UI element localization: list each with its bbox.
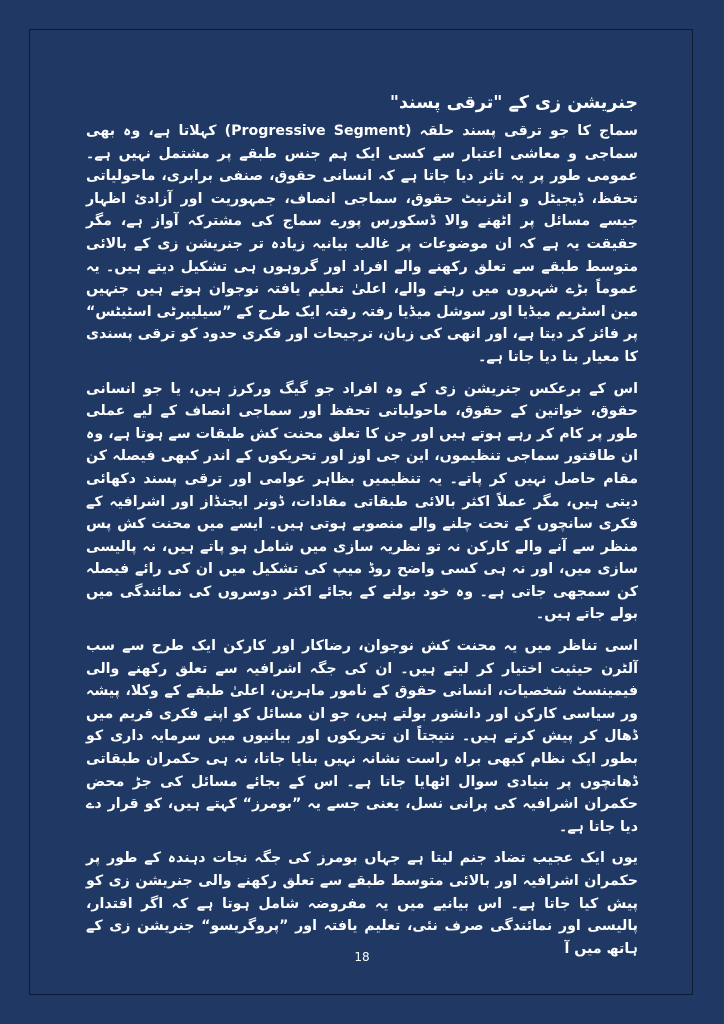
paragraph-2: اس کے برعکس جنریشن زی کے وہ افراد جو گیگ ورکرز ہیں، یا جو انسانی حقوق، خواتین کے حقوق، ماحولیاتی تحفظ اور سماجی انصاف کے لیے عملی طور پر کام کر رہے ہوتے ہیں اور جن کا تعلق محنت کش طبقات سے ہوتا ہے، وہ ان طاقتور سماجی تنظیموں، این جی اوز اور تحریکوں کے اندر کبھی فیصلہ کن مقام حاصل نہیں کر پاتے۔ یہ تنظیمیں بظاہر عوامی اور ترقی پسند دکھائی دیتی ہیں، مگر عملاً اکثر بالائی طبقاتی مفادات، ڈونر ایجنڈاز اور اشرافیہ کے فکری سانچوں کے تحت چلنے والے منصوبے ہوتی ہیں۔ ایسے میں محنت کش پس منظر سے آنے والے کارکن نہ تو نظریہ سازی میں شامل ہو پاتے ہیں، نہ پالیسی سازی میں، اور نہ ہی کسی واضح روڈ میپ کی تشکیل میں ان کی رائے فیصلہ کن سمجھی جاتی ہے۔ وہ خود بولنے کے بجائے اکثر دوسروں کی نمائندگی میں بولے جاتے ہیں۔ — [86, 380, 638, 623]
paragraph-4: یوں ایک عجیب تضاد جنم لیتا ہے جہاں بومرز کی جگہ نجات دہندہ کے طور پر حکمران اشرافیہ اور بالائی متوسط طبقے سے تعلق رکھنے والی جنریشن زی کو پیش کیا جاتا ہے۔ اس بیانیے میں یہ مفروضہ شامل ہوتا ہے کہ اگر اقتدار، پالیسی اور نمائندگی صرف نئی، تعلیم یافتہ اور ”پروگریسو“ جنریشن زی کے ہاتھ میں آ — [86, 850, 638, 957]
page-number: 18 — [354, 950, 370, 964]
paragraph-3: اسی تناظر میں یہ محنت کش نوجوان، رضاکار اور کارکن ایک طرح سے سب آلٹرن حیثیت اختیار کر لیتے ہیں۔ ان کی جگہ اشرافیہ سے تعلق رکھنے والی فیمینسٹ شخصیات، انسانی حقوق کے نامور ماہرین، اعلیٰ طبقے کے وکلا، پیشہ ور سیاسی کارکن اور دانشور بولتے ہیں، جو ان مسائل کو اپنے فکری فریم میں ڈھال کر پیش کرتے ہیں۔ نتیجتاً ان تحریکوں اور بیانیوں میں سرمایہ داری کو بطور ایک نظام کبھی براہ راست نشانہ نہیں بنایا جاتا، نہ ہی حکمران طبقاتی ڈھانچوں پر بنیادی سوال اٹھایا جاتا ہے۔ اس کے بجائے مسائل کی جڑ محض حکمران اشرافیہ کی پرانی نسل، یعنی جسے یہ ”بومرز“ کہتے ہیں، کو قرار دے دیا جاتا ہے۔ — [86, 638, 638, 835]
article-heading: جنریشن زی کے "ترقی پسند" — [389, 93, 638, 113]
paragraph-1: سماج کا جو ترقی پسند حلقہ (Progressive Segment) کہلاتا ہے، وہ بھی سماجی و معاشی اعتبار سے کسی ایک ہم جنس طبقے پر مشتمل نہیں ہے۔ عمومی طور پر یہ تاثر دیا جاتا ہے کہ انسانی حقوق، صنفی برابری، ماحولیاتی تحفظ، ڈیجیٹل و انٹرنیٹ حقوق، سماجی انصاف، جمہوریت اور آزادئ اظہار جیسے مسائل پر اٹھنے والا ڈسکورس پورے سماج کی مشترکہ آواز ہے، مگر حقیقت یہ ہے کہ ان موضوعات پر غالب بیانیہ زیادہ تر جنریشن زی کے بالائی متوسط طبقے سے تعلق رکھنے والے افراد اور گروہوں ہی تشکیل دیتے ہیں۔ یہ عموماً بڑے شہروں میں رہنے والے، اعلیٰ تعلیم یافتہ نوجوان ہوتے ہیں جنہیں مین اسٹریم میڈیا اور سوشل میڈیا رفتہ رفتہ ایک طرح کے ”سیلیبرٹی اسٹیٹس“ پر فائز کر دیتا ہے، اور انھی کی زبان، ترجیحات اور فکری حدود کو ترقی پسندی کا معیار بنا دیا جاتا ہے۔ — [86, 123, 638, 365]
article-body — [86, 88, 638, 969]
